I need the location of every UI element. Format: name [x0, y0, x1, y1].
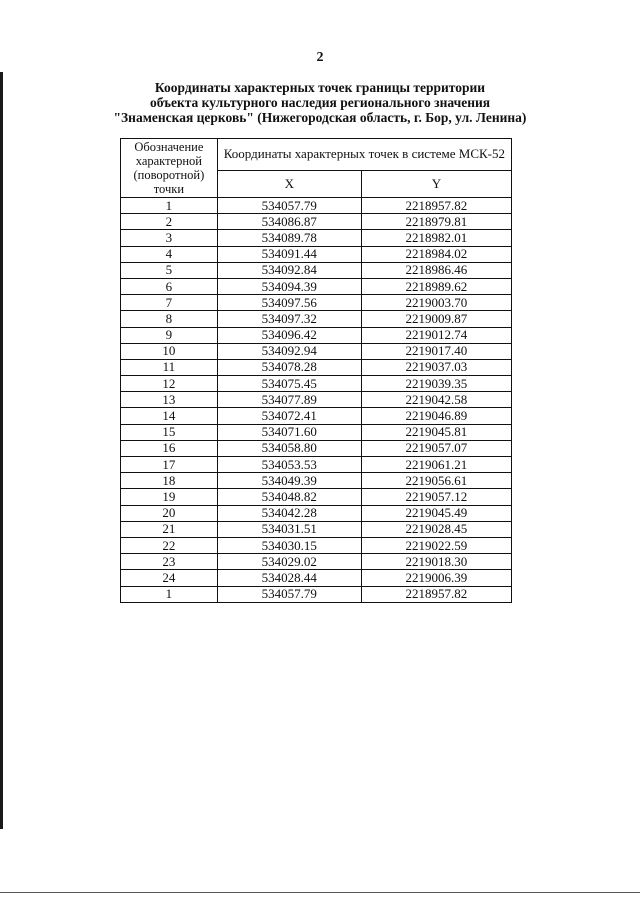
cell-y: 2219017.40 [361, 343, 511, 359]
table-header [121, 139, 512, 198]
cell-point: 6 [121, 278, 218, 294]
table-row [121, 262, 512, 278]
cell-point: 14 [121, 408, 218, 424]
cell-x: 534028.44 [217, 570, 361, 586]
table-row [121, 198, 512, 214]
cell-point: 17 [121, 457, 218, 473]
table-row [121, 554, 512, 570]
title-line-1: Координаты характерных точек границы территории [154, 80, 486, 95]
header-point-label-line-4: точки [153, 182, 185, 196]
cell-y: 2219003.70 [361, 295, 511, 311]
cell-point: 9 [121, 327, 218, 343]
table-row [121, 408, 512, 424]
cell-x: 534096.42 [217, 327, 361, 343]
cell-point: 22 [121, 537, 218, 553]
table-row [121, 295, 512, 311]
header-point-label-line-1: Обозначение [134, 140, 204, 154]
cell-x: 534053.53 [217, 457, 361, 473]
table-row [121, 521, 512, 537]
cell-x: 534089.78 [217, 230, 361, 246]
table-body [121, 198, 512, 603]
cell-y: 2219042.58 [361, 392, 511, 408]
cell-point: 1 [121, 586, 218, 602]
cell-y: 2219037.03 [361, 359, 511, 375]
table-row [121, 392, 512, 408]
table-row [121, 570, 512, 586]
cell-y: 2219045.49 [361, 505, 511, 521]
scan-bottom-edge [0, 892, 640, 893]
cell-y: 2219009.87 [361, 311, 511, 327]
table-row [121, 473, 512, 489]
cell-point: 24 [121, 570, 218, 586]
cell-x: 534057.79 [217, 198, 361, 214]
cell-y: 2218982.01 [361, 230, 511, 246]
coordinates-table [120, 138, 512, 603]
table-row [121, 424, 512, 440]
cell-point: 4 [121, 246, 218, 262]
cell-x: 534097.32 [217, 311, 361, 327]
document-title [0, 80, 640, 125]
cell-y: 2219045.81 [361, 424, 511, 440]
cell-point: 18 [121, 473, 218, 489]
table-row [121, 214, 512, 230]
header-coordinate-system: Координаты характерных точек в системе МСК-52 [217, 139, 511, 171]
cell-x: 534057.79 [217, 586, 361, 602]
cell-y: 2219022.59 [361, 537, 511, 553]
cell-x: 534049.39 [217, 473, 361, 489]
cell-point: 2 [121, 214, 218, 230]
cell-point: 23 [121, 554, 218, 570]
cell-x: 534042.28 [217, 505, 361, 521]
cell-point: 13 [121, 392, 218, 408]
cell-point: 12 [121, 376, 218, 392]
table-row [121, 311, 512, 327]
cell-point: 20 [121, 505, 218, 521]
header-y: Y [361, 170, 511, 197]
cell-y: 2219006.39 [361, 570, 511, 586]
cell-point: 15 [121, 424, 218, 440]
table-row [121, 230, 512, 246]
cell-point: 19 [121, 489, 218, 505]
cell-y: 2218957.82 [361, 586, 511, 602]
cell-point: 3 [121, 230, 218, 246]
cell-y: 2219057.07 [361, 440, 511, 456]
cell-x: 534097.56 [217, 295, 361, 311]
cell-x: 534091.44 [217, 246, 361, 262]
table-row [121, 457, 512, 473]
cell-x: 534031.51 [217, 521, 361, 537]
cell-y: 2218979.81 [361, 214, 511, 230]
table-row [121, 376, 512, 392]
cell-x: 534048.82 [217, 489, 361, 505]
header-point-label-line-3: (поворотной) [133, 168, 205, 182]
cell-x: 534077.89 [217, 392, 361, 408]
table-row [121, 327, 512, 343]
table-row [121, 343, 512, 359]
table-row [121, 586, 512, 602]
cell-x: 534058.80 [217, 440, 361, 456]
cell-point: 7 [121, 295, 218, 311]
header-point-label [121, 139, 218, 198]
cell-x: 534078.28 [217, 359, 361, 375]
table-row [121, 278, 512, 294]
header-point-label-line-2: характерной [135, 154, 202, 168]
cell-x: 534030.15 [217, 537, 361, 553]
table-row [121, 537, 512, 553]
cell-y: 2219056.61 [361, 473, 511, 489]
cell-y: 2218957.82 [361, 198, 511, 214]
cell-x: 534092.84 [217, 262, 361, 278]
header-x: X [217, 170, 361, 197]
cell-point: 10 [121, 343, 218, 359]
title-line-3: "Знаменская церковь" (Нижегородская область, г. Бор, ул. Ленина) [113, 110, 527, 125]
cell-y: 2218984.02 [361, 246, 511, 262]
cell-x: 534092.94 [217, 343, 361, 359]
cell-x: 534072.41 [217, 408, 361, 424]
cell-x: 534094.39 [217, 278, 361, 294]
cell-point: 16 [121, 440, 218, 456]
table-row [121, 359, 512, 375]
cell-y: 2219046.89 [361, 408, 511, 424]
cell-point: 1 [121, 198, 218, 214]
cell-y: 2219012.74 [361, 327, 511, 343]
table-row [121, 440, 512, 456]
cell-y: 2219061.21 [361, 457, 511, 473]
cell-y: 2219018.30 [361, 554, 511, 570]
table-row [121, 246, 512, 262]
cell-y: 2219057.12 [361, 489, 511, 505]
title-line-2: объекта культурного наследия регионального значения [149, 95, 491, 110]
cell-y: 2218989.62 [361, 278, 511, 294]
cell-y: 2219028.45 [361, 521, 511, 537]
cell-y: 2219039.35 [361, 376, 511, 392]
scan-left-edge [0, 72, 3, 829]
page-number: 2 [316, 50, 324, 65]
cell-x: 534071.60 [217, 424, 361, 440]
cell-x: 534075.45 [217, 376, 361, 392]
cell-point: 8 [121, 311, 218, 327]
cell-x: 534086.87 [217, 214, 361, 230]
header-row-1 [121, 139, 512, 171]
cell-point: 11 [121, 359, 218, 375]
table-row [121, 505, 512, 521]
cell-point: 21 [121, 521, 218, 537]
cell-y: 2218986.46 [361, 262, 511, 278]
table-row [121, 489, 512, 505]
cell-point: 5 [121, 262, 218, 278]
cell-x: 534029.02 [217, 554, 361, 570]
